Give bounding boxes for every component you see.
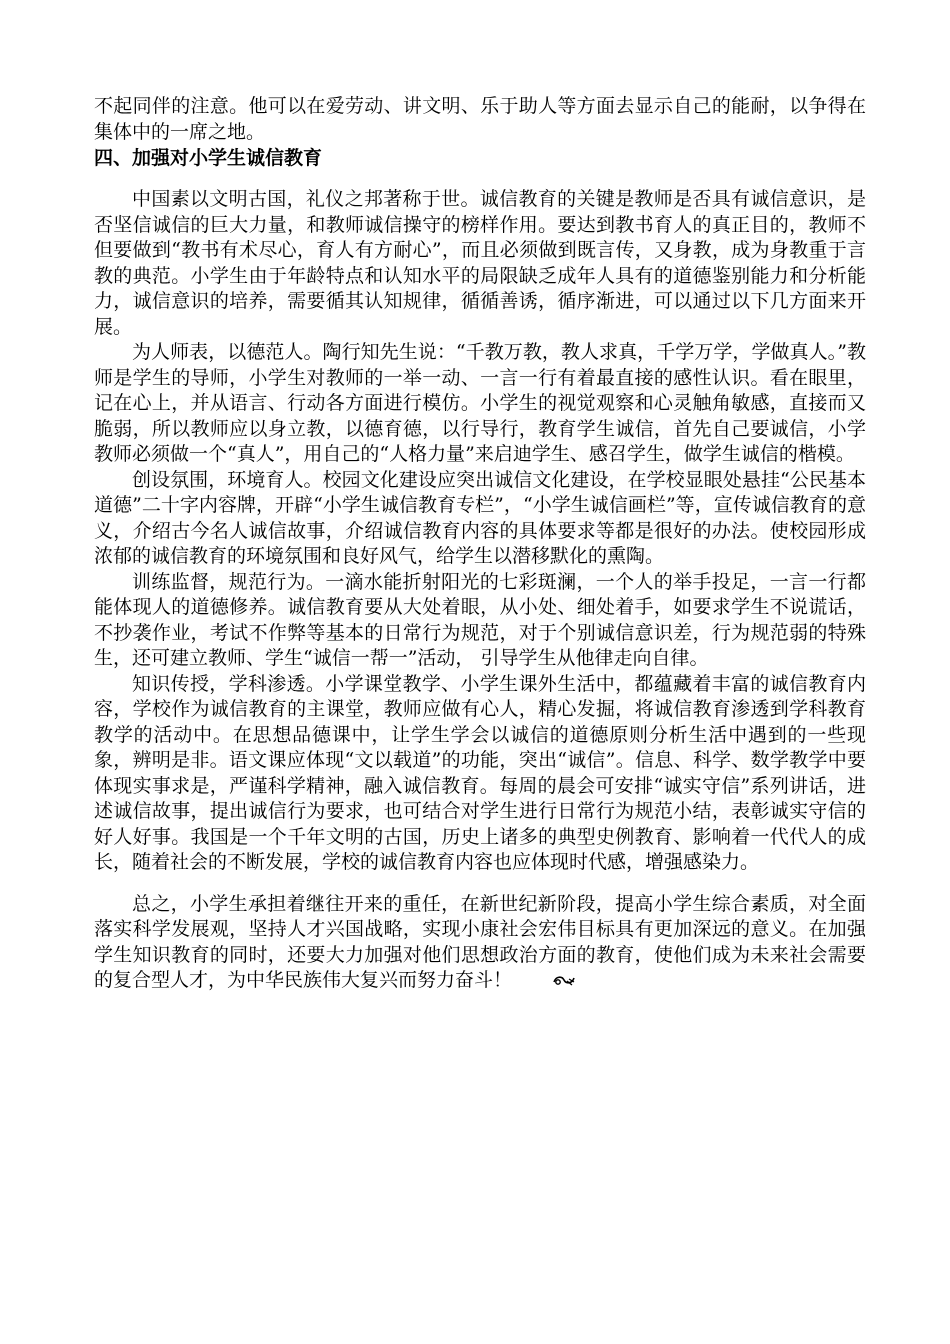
- end-ornament-icon: [514, 969, 538, 983]
- body-paragraph-5: 知识传授，学科渗透。小学课堂教学、小学生课外生活中，都蕴藏着丰富的诚信教育内容，学校作为诚信教育的主课堂，教师应做有心人，精心发掘，将诚信教育渗透到学科教育教学的活动中。在思想品德课中，让学生学会以诚信的道德原则分析生活中遇到的一些现象，辨明是非。语文课应体现“文以载道”的功能，突出“诚信”。信息、科学、数学教学中要体现实事求是，严谨科学精神，融入诚信教育。每周的晨会可安排“诚实守信”系列讲话，进述诚信故事，提出诚信行为要求，也可结合对学生进行日常行为规范小结，表彰诚实守信的好人好事。我国是一个千年文明的古国，历史上诸多的典型史例教育、影响着一代代人的成长，随着社会的不断发展，学校的诚信教育内容也应体现时代感，增强感染力。: [94, 672, 866, 873]
- heading-spacer: [94, 171, 866, 187]
- paragraph-spacer: [94, 876, 866, 892]
- document-page: [94, 94, 866, 994]
- section-heading: 四、加强对小学生诚信教育: [94, 147, 323, 169]
- body-paragraph-4: 训练监督，规范行为。一滴水能折射阳光的七彩斑澜，一个人的举手投足，一言一行都能体现人的道德修养。诚信教育要从大处着眼，从小处、细处着手，如要求学生不说谎话，不抄袭作业，考试不作弊等基本的日常行为规范，对于个别诚信意识差，行为规范弱的特殊生，还可建立教师、学生“诚信一帮一”活动， 引导学生从他律走向自律。: [94, 570, 866, 669]
- body-paragraph-1: 中国素以文明古国，礼仪之邦著称于世。诚信教育的关键是教师是否具有诚信意识，是否坚信诚信的巨大力量，和教师诚信操守的榜样作用。要达到教书育人的真正目的，教师不但要做到“教书有术尽心，育人有方耐心”，而且必须做到既言传，又身教，成为身教重于言教的典范。小学生由于年龄特点和认知水平的局限缺乏成年人具有的道德鉴别能力和分析能力，诚信意识的培养，需要循其认知规律，循循善诱，循序渐进，可以通过以下几方面来开展。: [94, 188, 866, 338]
- body-paragraph-3: 创设氛围，环境育人。校园文化建设应突出诚信文化建设，在学校显眼处悬挂“公民基本道德”二十字内容牌，开辟“小学生诚信教育专栏”，“小学生诚信画栏”等，宣传诚信教育的意义，介绍古今名人诚信故事，介绍诚信教育内容的具体要求等都是很好的办法。使校园形成浓郁的诚信教育的环境氛围和良好风气，给学生以潜移默化的熏陶。: [94, 468, 866, 567]
- body-paragraph-2: 为人师表，以德范人。陶行知先生说：“千教万教，教人求真，千学万学，学做真人。”教师是学生的导师，小学生对教师的一举一动、一言一行有着最直接的感性认识。看在眼里，记在心上，并从语言、行动各方面进行模仿。小学生的视觉观察和心灵触角敏感，直接而又脆弱，所以教师应以身立教，以德育德，以行导行，教育学生诚信，首先自己要诚信，小学教师必须做一个“真人”，用自己的“人格力量”来启迪学生、感召学生，做学生诚信的楷模。: [94, 341, 866, 465]
- conclusion-paragraph: [94, 892, 866, 994]
- continuation-paragraph: 不起同伴的注意。他可以在爱劳动、讲文明、乐于助人等方面去显示自己的能耐，以争得在集体中的一席之地。: [94, 95, 866, 143]
- conclusion-text: 总之，小学生承担着继往开来的重任，在新世纪新阶段，提高小学生综合素质，对全面落实科学发展观，坚持人才兴国战略，实现小康社会宏伟目标具有更加深远的意义。在加强学生知识教育的同时，还要大力加强对他们思想政治方面的教育，使他们成为未来社会需要的复合型人才，为中华民族伟大复兴而努力奋斗！: [94, 892, 866, 991]
